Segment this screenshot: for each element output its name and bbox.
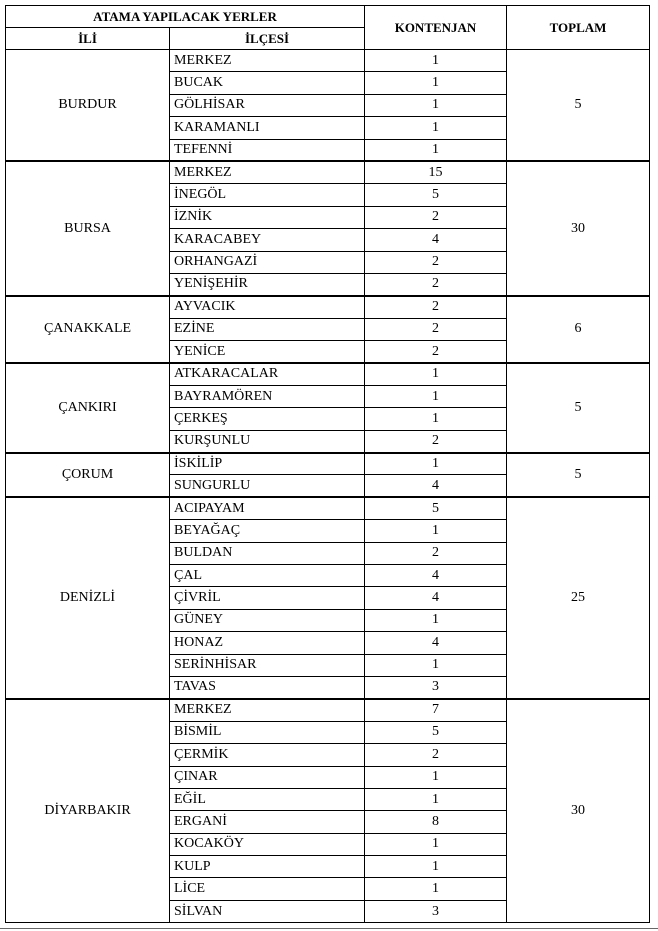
district-cell: ÇERMİK [170,744,365,766]
quota-cell: 4 [365,229,507,251]
district-cell: MERKEZ [170,50,365,72]
quota-cell: 2 [365,318,507,340]
district-cell: ÇINAR [170,766,365,788]
quota-cell: 15 [365,161,507,183]
quota-cell: 1 [365,385,507,407]
district-cell: EĞİL [170,788,365,810]
province-cell: ÇANKIRI [6,363,170,453]
total-cell: 5 [507,363,650,453]
province-cell: ÇANAKKALE [6,296,170,363]
district-cell: SERİNHİSAR [170,654,365,676]
table-row [6,296,650,318]
quota-cell: 1 [365,788,507,810]
district-cell: KULP [170,856,365,878]
district-cell: KARACABEY [170,229,365,251]
district-cell: ERGANİ [170,811,365,833]
district-cell: İNEGÖL [170,184,365,206]
quota-cell: 1 [365,408,507,430]
quota-cell: 2 [365,744,507,766]
district-cell: KARAMANLI [170,117,365,139]
quota-cell: 2 [365,206,507,228]
quota-cell: 2 [365,542,507,564]
quota-cell: 1 [365,654,507,676]
district-cell: MERKEZ [170,161,365,183]
quota-cell: 2 [365,341,507,363]
district-cell: SİLVAN [170,900,365,922]
quota-cell: 4 [365,475,507,497]
district-cell: BİSMİL [170,721,365,743]
quota-cell: 1 [365,453,507,475]
quota-cell: 4 [365,564,507,586]
total-cell: 30 [507,161,650,295]
province-cell: DİYARBAKIR [6,699,170,923]
district-cell: İZNİK [170,206,365,228]
quota-cell: 1 [365,520,507,542]
table-row [6,699,650,721]
quota-cell: 1 [365,94,507,116]
district-cell: GÜNEY [170,609,365,631]
quota-cell: 2 [365,296,507,318]
ilce-header: İLÇESİ [170,28,365,50]
district-cell: AYVACIK [170,296,365,318]
quota-cell: 5 [365,721,507,743]
quota-cell: 4 [365,587,507,609]
total-cell: 30 [507,699,650,923]
quota-cell: 3 [365,676,507,698]
province-cell: ÇORUM [6,453,170,498]
total-cell: 25 [507,497,650,699]
assignment-table [5,5,650,923]
district-cell: BAYRAMÖREN [170,385,365,407]
district-cell: TEFENNİ [170,139,365,161]
province-cell: BURDUR [6,50,170,162]
total-cell: 6 [507,296,650,363]
il-header: İLİ [6,28,170,50]
quota-cell: 1 [365,72,507,94]
quota-cell: 1 [365,363,507,385]
table-body [6,50,650,923]
quota-cell: 8 [365,811,507,833]
district-cell: EZİNE [170,318,365,340]
total-cell: 5 [507,50,650,162]
group-title-header: ATAMA YAPILACAK YERLER [6,6,365,28]
district-cell: BUCAK [170,72,365,94]
quota-cell: 3 [365,900,507,922]
quota-cell: 5 [365,184,507,206]
district-cell: ÇERKEŞ [170,408,365,430]
page-bottom-rule [0,928,658,929]
district-cell: İSKİLİP [170,453,365,475]
district-cell: SUNGURLU [170,475,365,497]
district-cell: ATKARACALAR [170,363,365,385]
quota-cell: 2 [365,251,507,273]
district-cell: MERKEZ [170,699,365,721]
district-cell: ÇAL [170,564,365,586]
district-cell: KURŞUNLU [170,430,365,452]
table-row [6,50,650,72]
district-cell: HONAZ [170,632,365,654]
province-cell: DENİZLİ [6,497,170,699]
quota-cell: 1 [365,50,507,72]
quota-cell: 4 [365,632,507,654]
toplam-header: TOPLAM [507,6,650,50]
quota-cell: 1 [365,609,507,631]
district-cell: KOCAKÖY [170,833,365,855]
district-cell: BEYAĞAÇ [170,520,365,542]
quota-cell: 2 [365,273,507,295]
quota-cell: 1 [365,856,507,878]
district-cell: GÖLHİSAR [170,94,365,116]
district-cell: ÇİVRİL [170,587,365,609]
quota-cell: 7 [365,699,507,721]
quota-cell: 1 [365,833,507,855]
district-cell: ACIPAYAM [170,497,365,519]
quota-cell: 2 [365,430,507,452]
quota-cell: 5 [365,497,507,519]
district-cell: YENİCE [170,341,365,363]
district-cell: TAVAS [170,676,365,698]
province-cell: BURSA [6,161,170,295]
total-cell: 5 [507,453,650,498]
table-row [6,497,650,519]
district-cell: LİCE [170,878,365,900]
quota-cell: 1 [365,117,507,139]
table-row [6,453,650,475]
district-cell: ORHANGAZİ [170,251,365,273]
quota-cell: 1 [365,139,507,161]
district-cell: YENİŞEHİR [170,273,365,295]
district-cell: BULDAN [170,542,365,564]
table-row [6,363,650,385]
kontenjan-header: KONTENJAN [365,6,507,50]
quota-cell: 1 [365,878,507,900]
quota-cell: 1 [365,766,507,788]
table-row [6,161,650,183]
